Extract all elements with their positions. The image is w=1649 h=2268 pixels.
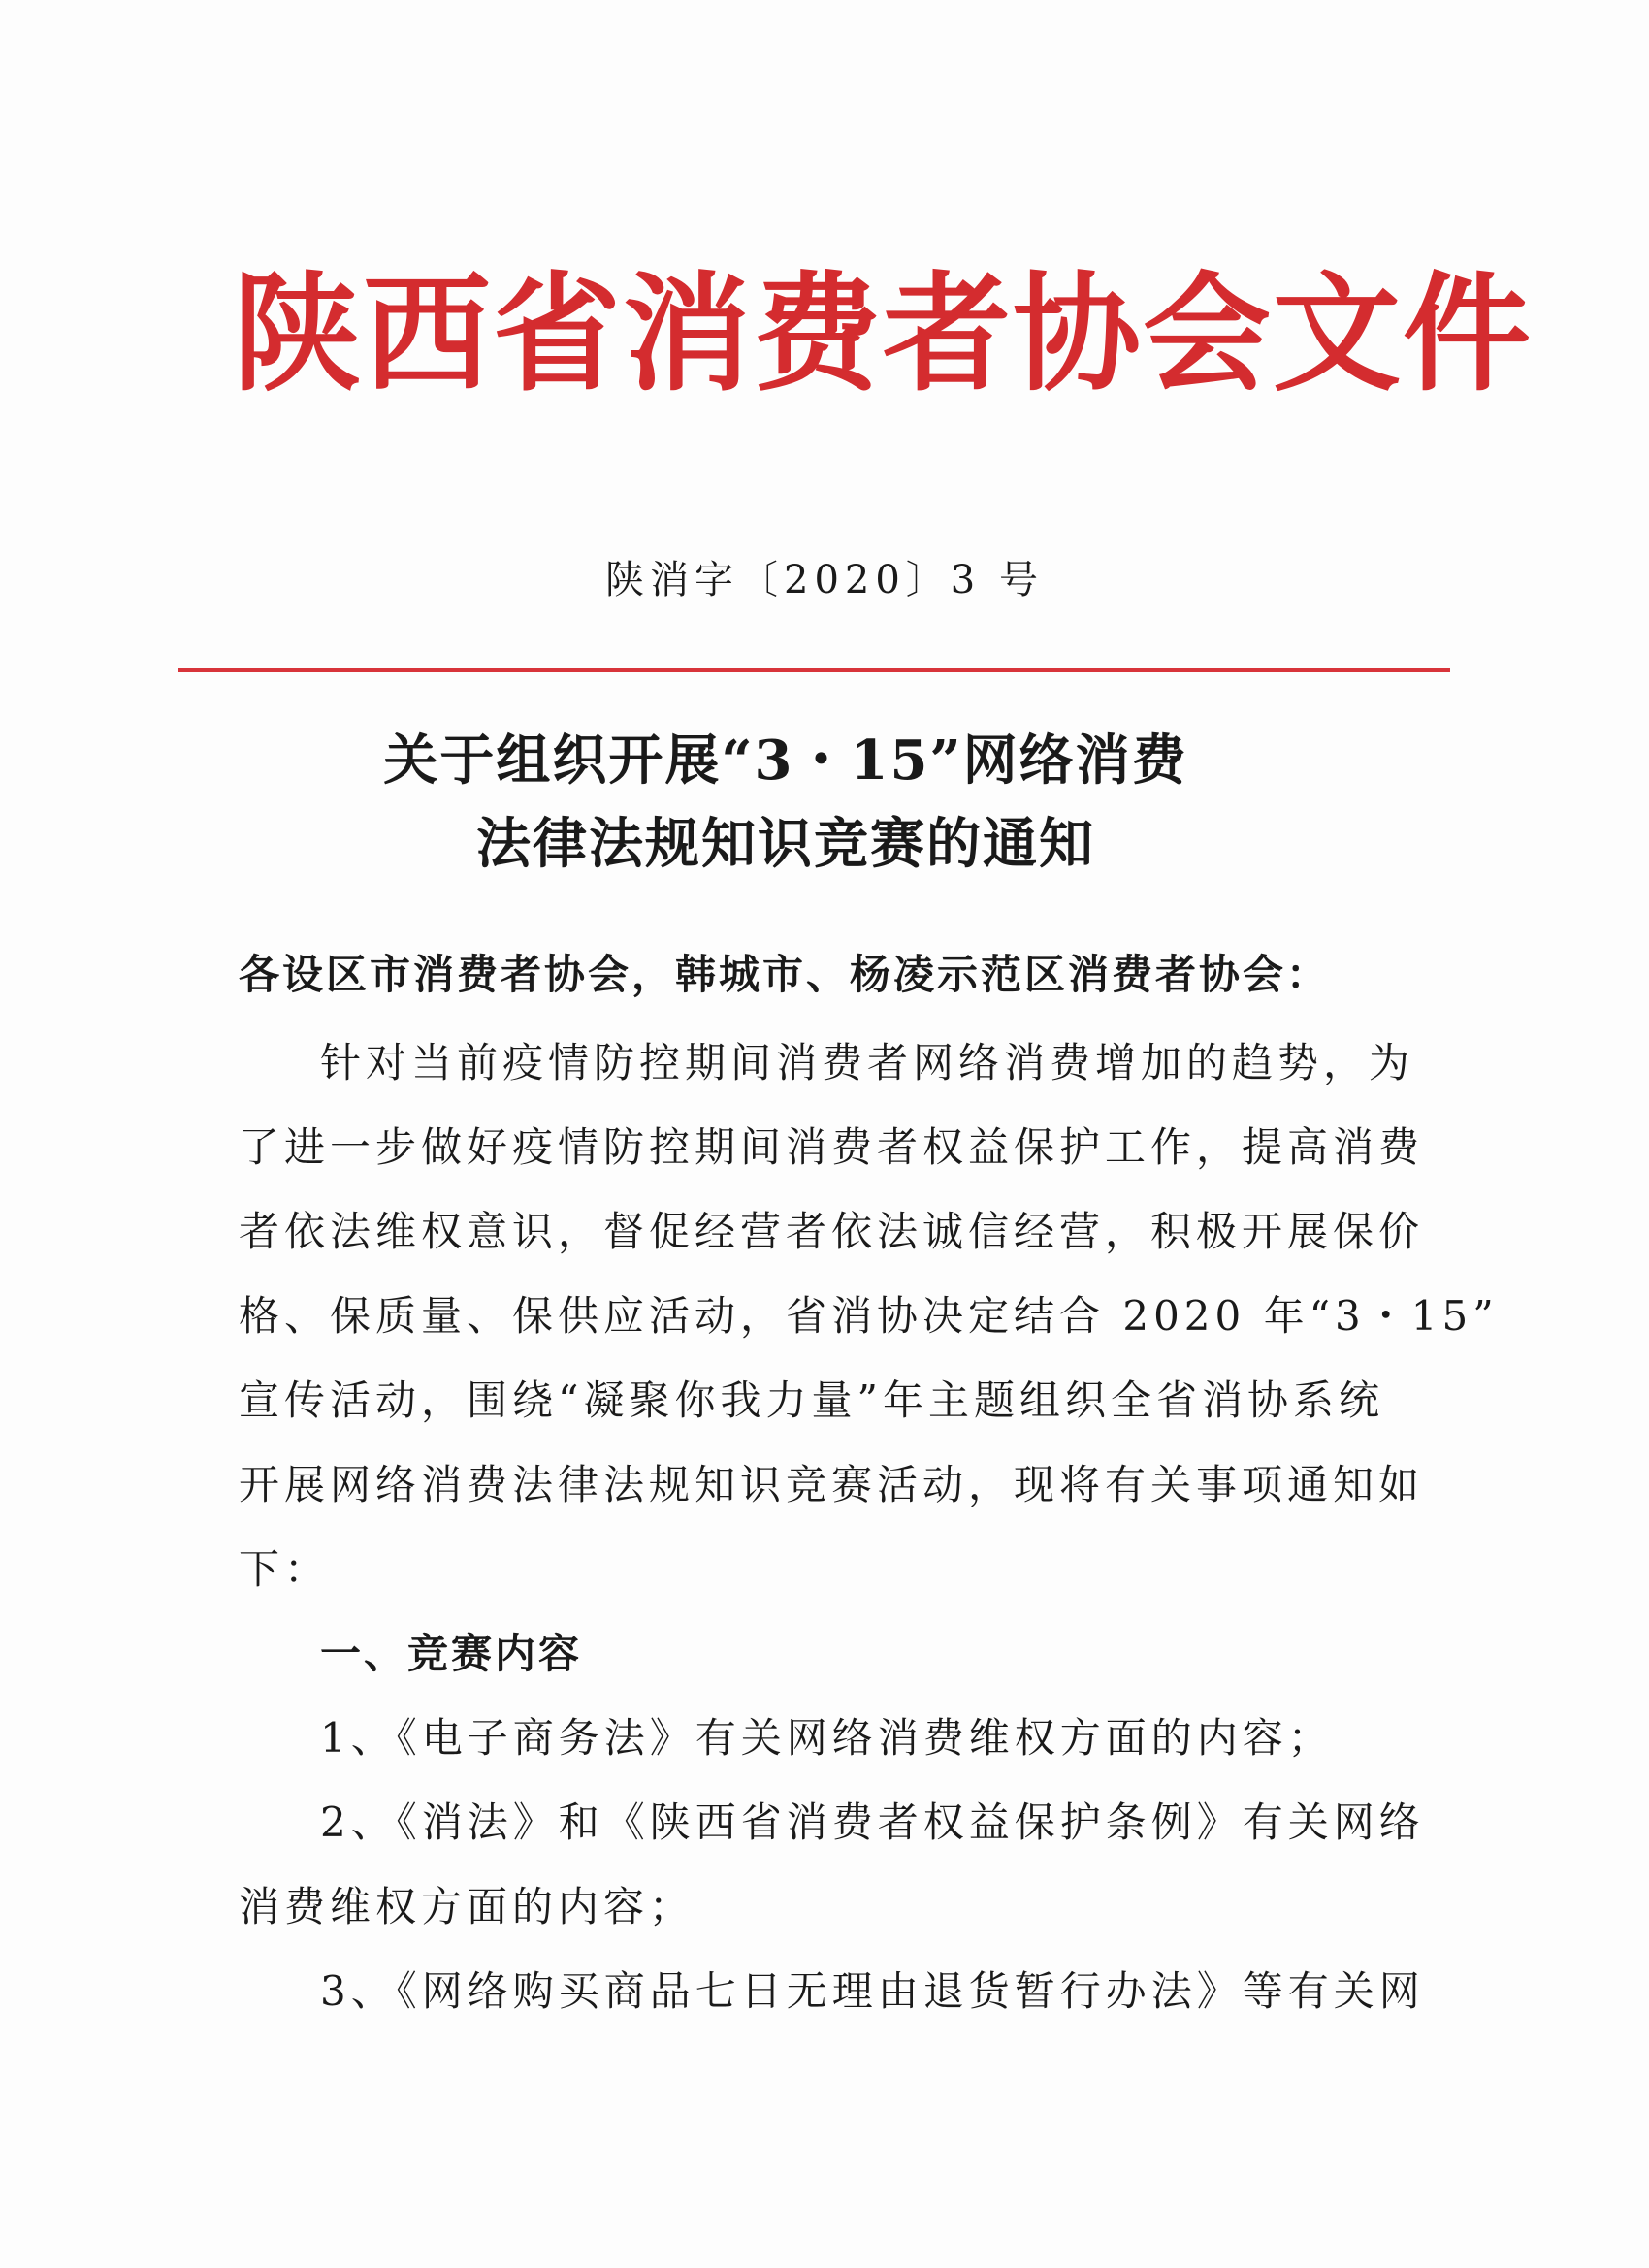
document-number: 陕消字〔2020〕3 号 [605,558,1044,602]
salutation: 各设区市消费者协会，韩城市、杨凌示范区消费者协会： [239,951,1331,998]
paragraph-line: 针对当前疫情防控期间消费者网络消费增加的趋势，为 [320,1039,1415,1086]
paragraph-line: 开展网络消费法律法规知识竞赛活动，现将有关事项通知如 [239,1461,1425,1508]
list-item-continuation: 消费维权方面的内容； [239,1883,695,1930]
list-item: 2、《消法》和《陕西省消费者权益保护条例》有关网络 [320,1798,1425,1846]
paragraph-line: 宣传活动，围绕“凝聚你我力量”年主题组织全省消协系统 [239,1377,1384,1424]
notice-title-line-1: 关于组织开展“3・15”网络消费 [383,729,1188,793]
paragraph-line: 者依法维权意识，督促经营者依法诚信经营，积极开展保价 [239,1208,1425,1255]
paragraph-line: 下： [239,1545,331,1593]
list-item: 1、《电子商务法》有关网络消费维权方面的内容； [320,1714,1334,1762]
section-heading: 一、竞赛内容 [320,1630,583,1677]
letterhead-title: 陕西省消费者协会文件 [233,259,1533,409]
paragraph-line: 格、保质量、保供应活动，省消协决定结合 2020 年“3・15” [239,1292,1499,1340]
paragraph-line: 了进一步做好疫情防控期间消费者权益保护工作，提高消费 [239,1123,1425,1171]
notice-title-line-2: 法律法规知识竞赛的通知 [476,812,1095,876]
list-item: 3、《网络购买商品七日无理由退货暂行办法》等有关网 [320,1967,1425,2015]
red-divider-line [178,668,1450,672]
